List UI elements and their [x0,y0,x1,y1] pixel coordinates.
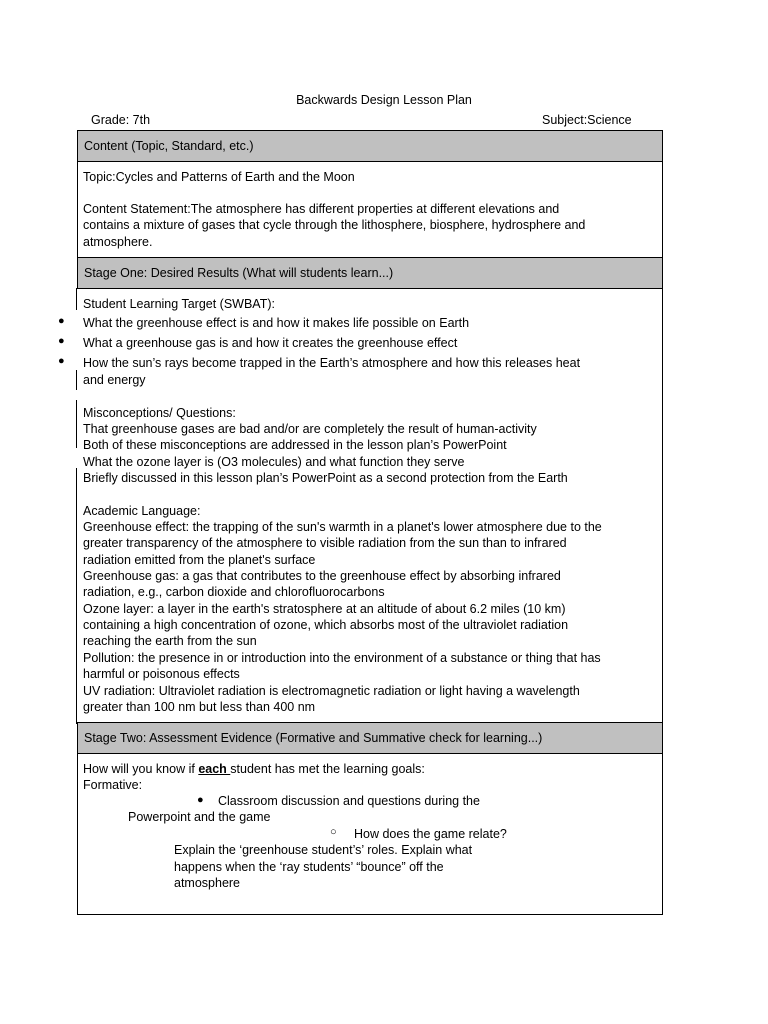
border-segment [76,288,77,310]
bullet-icon: ● [58,335,65,347]
academic-line: greater than 100 nm but less than 400 nm [83,700,316,714]
academic-line: Ozone layer: a layer in the earth's stratosphere at an altitude of about 6.2 miles (10 km) [83,602,566,616]
misconception-line: What the ozone layer is (O3 molecules) and what function they serve [83,455,465,469]
stage-one-header [77,257,663,289]
emphasis-each: each [198,762,231,776]
academic-line: Greenhouse gas: a gas that contributes to the greenhouse effect by absorbing infrared [83,569,561,583]
topic-line: Topic:Cycles and Patterns of Earth and the Moon [83,170,355,184]
academic-line: containing a high concentration of ozone, which absorbs most of the ultraviolet radiation [83,618,569,632]
misconceptions-label: Misconceptions/ Questions: [83,406,236,420]
sub-bullet-detail: Explain the ‘greenhouse student’s’ roles. Explain what [174,843,473,857]
sub-bullet-line: How does the game relate? [354,827,507,841]
assessment-question-post: student has met the learning goals: [230,762,425,776]
academic-line: reaching the earth from the sun [83,634,257,648]
learning-target-item: How the sun’s rays become trapped in the Earth’s atmosphere and how this releases heat [83,356,581,370]
academic-line: harmful or poisonous effects [83,667,240,681]
learning-target-label: Student Learning Target (SWBAT): [83,297,275,311]
academic-line: UV radiation: Ultraviolet radiation is electromagnetic radiation or light having a wavelength [83,684,580,698]
formative-bullet-line: Classroom discussion and questions during the [218,794,480,808]
subject-label: Subject:Science [542,113,632,127]
academic-line: Greenhouse effect: the trapping of the sun's warmth in a planet's lower atmosphere due to the [83,520,602,534]
learning-target-item-continued: and energy [83,373,146,387]
academic-line: radiation, e.g., carbon dioxide and chlorofluorocarbons [83,585,385,599]
learning-target-item: What the greenhouse effect is and how it makes life possible on Earth [83,316,470,330]
sub-bullet-detail: happens when the ‘ray students’ “bounce” off the [174,860,444,874]
border-segment [76,400,77,448]
academic-language-label: Academic Language: [83,504,201,518]
misconception-line: Both of these misconceptions are addressed in the lesson plan’s PowerPoint [83,438,507,452]
stage-one-heading: Stage One: Desired Results (What will students learn...) [84,266,394,280]
formative-label: Formative: [83,778,143,792]
assessment-question-pre: How will you know if [83,762,199,776]
misconception-line: That greenhouse gases are bad and/or are completely the result of human-activity [83,422,537,436]
border-segment [76,468,77,724]
content-statement-line: atmosphere. [83,235,153,249]
sub-bullet-detail: atmosphere [174,876,241,890]
assessment-question [83,761,425,777]
hollow-bullet-icon: ○ [330,826,337,838]
bullet-icon: ● [58,355,65,367]
page-title: Backwards Design Lesson Plan [296,93,472,107]
content-section-header [77,130,663,162]
border-segment [76,370,77,390]
bullet-icon: ● [58,315,65,327]
content-statement-line: contains a mixture of gases that cycle through the lithosphere, biosphere, hydrosphere and [83,218,586,232]
misconception-line: Briefly discussed in this lesson plan’s PowerPoint as a second protection from the Earth [83,471,568,485]
bullet-icon: ● [197,794,204,806]
formative-bullet-line: Powerpoint and the game [128,810,271,824]
academic-line: greater transparency of the atmosphere to visible radiation from the sun than to infrared [83,536,567,550]
academic-line: Pollution: the presence in or introduction into the environment of a substance or thing that has [83,651,601,665]
learning-target-item: What a greenhouse gas is and how it creates the greenhouse effect [83,336,458,350]
stage-two-heading: Stage Two: Assessment Evidence (Formative and Summative check for learning...) [84,731,543,745]
academic-line: radiation emitted from the planet's surface [83,553,316,567]
grade-label: Grade: 7th [91,113,151,127]
content-statement-line: Content Statement:The atmosphere has different properties at different elevations and [83,202,560,216]
stage-two-header [77,722,663,754]
content-section-heading: Content (Topic, Standard, etc.) [84,139,254,153]
